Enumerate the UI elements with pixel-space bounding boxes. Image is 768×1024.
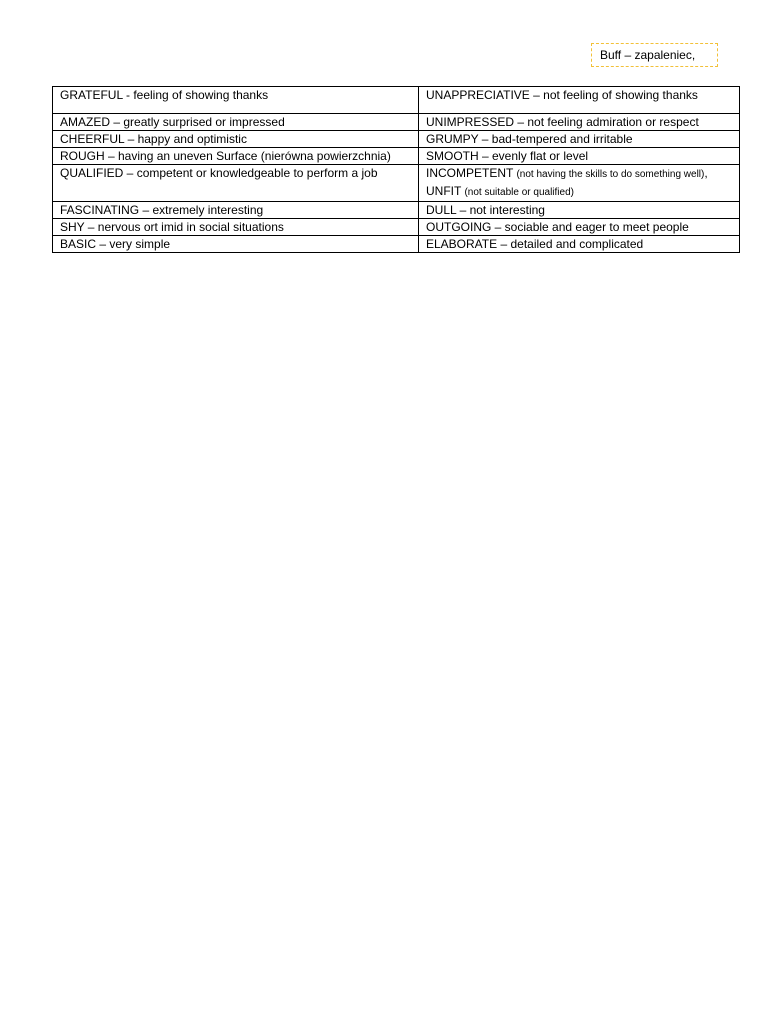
table-cell-opposite: UNAPPRECIATIVE – not feeling of showing thanks	[419, 87, 740, 114]
table-row	[53, 219, 740, 236]
table-cell-word: SHY – nervous ort imid in social situations	[53, 219, 419, 236]
table-cell-word: QUALIFIED – competent or knowledgeable to perform a job	[53, 165, 419, 202]
table-row	[53, 131, 740, 148]
opposite-suffix: ,	[704, 166, 708, 180]
table-row	[53, 165, 740, 202]
vocabulary-table	[52, 86, 740, 253]
table-cell-opposite: SMOOTH – evenly flat or level	[419, 148, 740, 165]
table-cell-word: ROUGH – having an uneven Surface (nierówna powierzchnia)	[53, 148, 419, 165]
opposite-word: INCOMPETENT	[426, 166, 514, 180]
table-cell-word: FASCINATING – extremely interesting	[53, 202, 419, 219]
table-row	[53, 87, 740, 114]
table-cell-opposite: ELABORATE – detailed and complicated	[419, 236, 740, 253]
table-cell-opposite: OUTGOING – sociable and eager to meet people	[419, 219, 740, 236]
opposite-line-2	[426, 183, 735, 201]
table-row	[53, 148, 740, 165]
table-row	[53, 202, 740, 219]
table-cell-word: BASIC – very simple	[53, 236, 419, 253]
table-row	[53, 236, 740, 253]
opposite-note: (not having the skills to do something well)	[516, 169, 705, 180]
table-cell-word: CHEERFUL – happy and optimistic	[53, 131, 419, 148]
table-cell-opposite	[419, 165, 740, 202]
table-cell-opposite: GRUMPY – bad-tempered and irritable	[419, 131, 740, 148]
table-cell-opposite: DULL – not interesting	[419, 202, 740, 219]
note-text: Buff – zapaleniec,	[600, 48, 696, 62]
table-cell-opposite: UNIMPRESSED – not feeling admiration or respect	[419, 114, 740, 131]
opposite-note: (not suitable or qualified)	[464, 187, 574, 198]
table-cell-word: GRATEFUL - feeling of showing thanks	[53, 87, 419, 114]
opposite-line-1	[426, 165, 735, 183]
note-box	[591, 43, 718, 67]
table-cell-word: AMAZED – greatly surprised or impressed	[53, 114, 419, 131]
table-row	[53, 114, 740, 131]
opposite-word: UNFIT	[426, 184, 462, 198]
